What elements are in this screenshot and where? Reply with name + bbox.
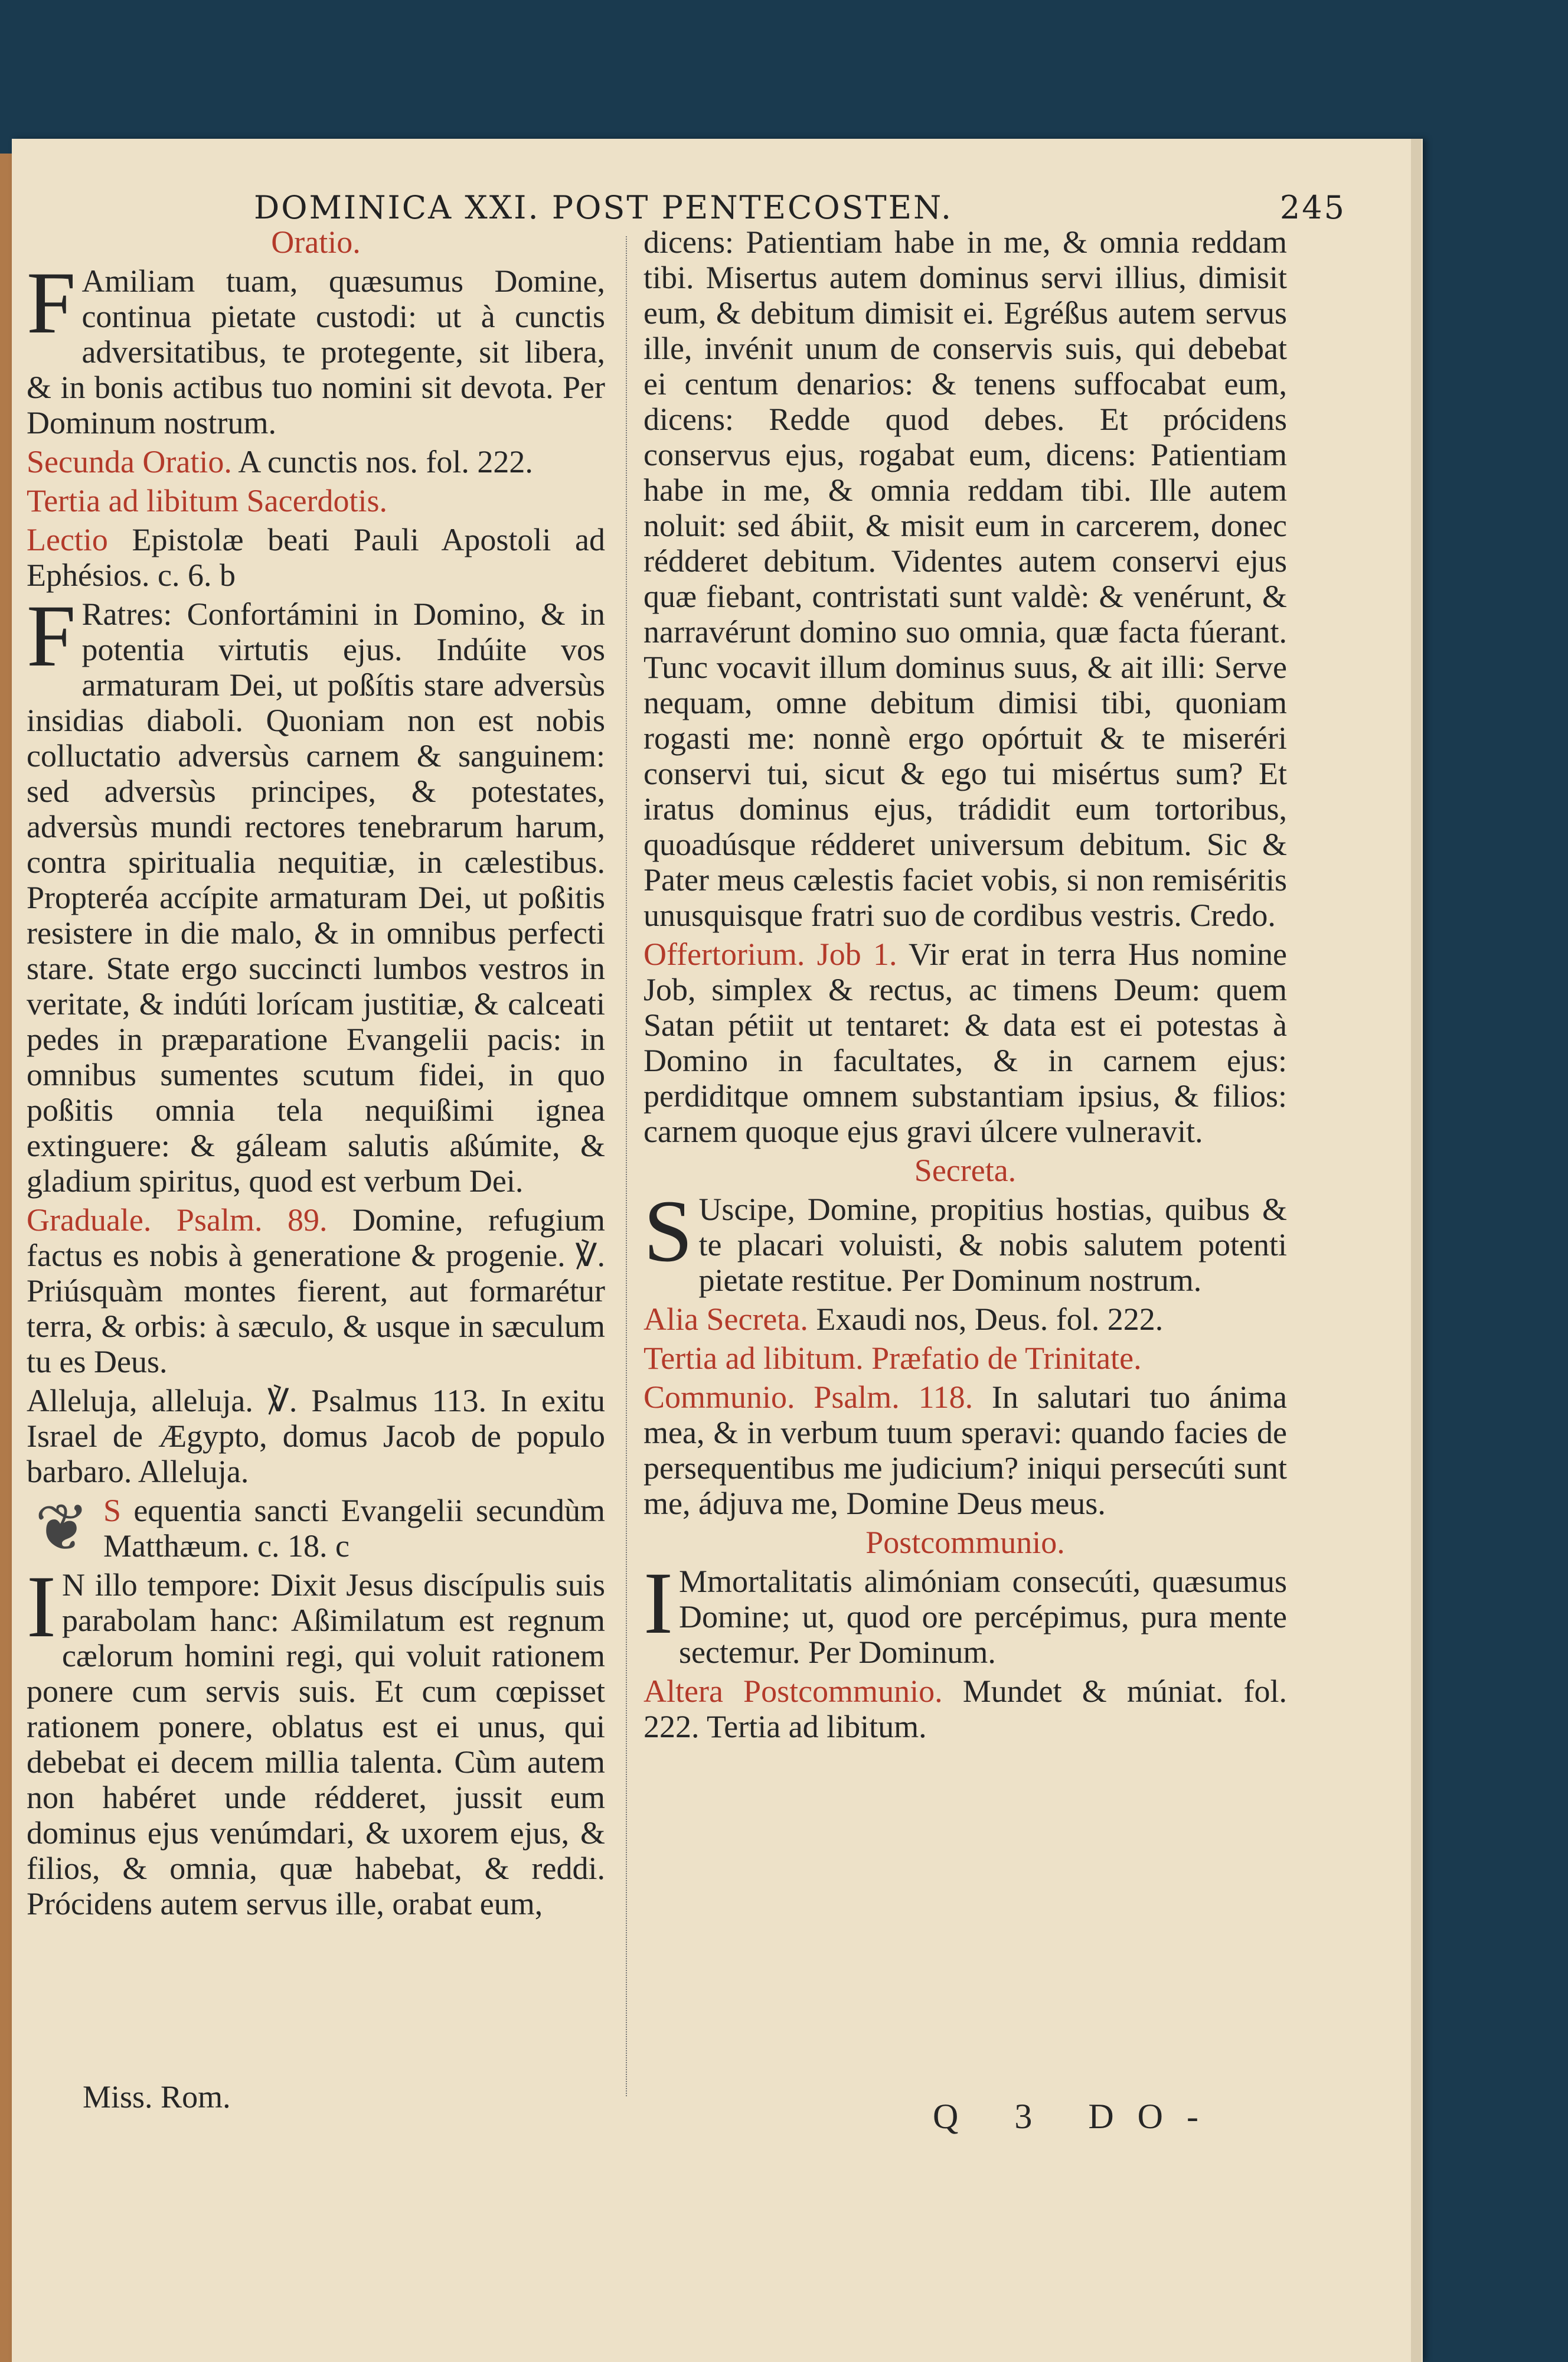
text-paragraph: [643, 937, 1287, 1149]
page-edge: [1411, 139, 1422, 2362]
body-text: In salutari tuo ánima mea, & in verbum tuum speravi: quando facies de persequentibus me judicium? iniqui persecúti sunt me, ádjuva me, Domine Deus meus.: [643, 1379, 1288, 1521]
header-title: DOMINICA XXI. POST PENTECOSTEN.: [254, 189, 953, 226]
drop-cap: F: [27, 254, 76, 352]
rubric-label: Tertia ad libitum. Præfatio de Trinitate.: [643, 1340, 1142, 1376]
text-paragraph: [27, 444, 605, 479]
text-paragraph: [27, 587, 605, 1199]
text-paragraph: [27, 1202, 605, 1379]
floral-ornament-icon: [27, 1493, 97, 1564]
body-text: N illo tempore: Dixit Jesus discípulis suis parabolam hanc: Aßimilatum est regnum cælorum homini regi, qui voluit rationem ponere cum servis suis. Et cum cœpisset rationem ponere, oblatus est ei unus, qui debebat ei decem millia talenta. Cùm autem non habéret unde rédderet, jussit eum dominus ejus venúmdari, & uxorem ejus, & filios, & omnia, quæ habebat, & reddi. Prócidens autem servus ille, orabat eum,: [27, 1567, 605, 1921]
rubric-label: Communio. Psalm. 118.: [643, 1379, 992, 1415]
text-paragraph: [27, 1493, 605, 1564]
rubric-label: Lectio: [27, 522, 132, 557]
text-paragraph: [643, 1340, 1287, 1376]
text-paragraph: [27, 483, 605, 518]
rubric-label: Tertia ad libitum Sacerdotis.: [27, 483, 388, 518]
drop-cap: I: [643, 1554, 673, 1652]
body-text: Alleluja, alleluja. ℣. Psalmus 113. In exitu Israel de Ægypto, domus Jacob de populo barbaro. Alleluja.: [27, 1383, 605, 1489]
text-paragraph: [643, 1182, 1287, 1298]
footer-signature: [933, 2096, 1222, 2137]
rubric-label: Secunda Oratio.: [27, 444, 239, 479]
footer-signature-left: Miss. Rom.: [83, 2079, 231, 2115]
text-paragraph: [27, 522, 605, 593]
running-header: [254, 189, 1358, 226]
signature-mark: Q 3: [933, 2097, 1056, 2136]
text-paragraph: [643, 224, 1287, 933]
text-paragraph: [27, 1558, 605, 1921]
rubric-label: Altera Postcommunio.: [643, 1673, 963, 1709]
ornament-glyph: ❦: [34, 1492, 90, 1564]
section-heading: [643, 1525, 1287, 1560]
body-text: Mundet & múniat. fol. 222. Tertia ad libitum.: [643, 1673, 1287, 1744]
rubric-label: S: [103, 1493, 134, 1528]
body-text: Amiliam tuam, quæsumus Domine, continua pietate custodi: ut à cunctis adversitatibus, te protegente, sit libera, & in bonis actibus tuo nomini sit devota. Per Dominum nostrum.: [27, 263, 605, 441]
heading-text: Oratio.: [271, 224, 361, 260]
body-text: Mmortalitatis alimóniam consecúti, quæsumus Domine; ut, quod ore percépimus, pura mente sectemur. Per Dominum.: [678, 1564, 1287, 1670]
body-text: dicens: Patientiam habe in me, & omnia reddam tibi. Misertus autem dominus servi illius, dimisit eum, & debitum dimisit ei. Egréßus autem servus ille, invénit unum de conservis suis, qui debebat ei centum denarios: & tenens suffocabat eum, dicens: Redde quod debes. Et prócidens conservus ejus, rogabat eum, dicens: Patientiam habe in me, & omnia reddam tibi. Ille autem noluit: sed ábiit, & misit eum in carcerem, donec rédderet debitum. Videntes autem conservi ejus quæ fiebant, contristati sunt valdè: & venérunt, & narravérunt domino suo omnia, quæ facta fúerant. Tunc vocavit illum dominus suus, & ait illi: Serve nequam, omne debitum dimisi tibi, quoniam rogasti me: nonnè ergo opórtuit & te miseréri conservi tui, sicut & ego tui misértus sum? Et iratus dominus ejus, trádidit eum tortoribus, quoadúsque rédderet universum debitum. Sic & Pater meus cælestis faciet vobis, si non remiséritis unusquisque fratri suo de cordibus vestris. Credo.: [643, 224, 1287, 933]
right-column: [643, 224, 1287, 1748]
text-paragraph: [643, 1379, 1287, 1521]
catchword: DO-: [1088, 2097, 1222, 2136]
heading-text: Secreta.: [914, 1153, 1017, 1188]
body-text: Exaudi nos, Deus. fol. 222.: [816, 1301, 1164, 1337]
rubric-label: Alia Secreta.: [643, 1301, 816, 1337]
body-text: equentia sancti Evangelii secundùm Matthæum. c. 18. c: [103, 1493, 605, 1564]
column-divider: [626, 236, 631, 2096]
left-column: [27, 224, 605, 1925]
body-text: Domine, refugium factus es nobis à generatione & progenie. ℣. Priúsquàm montes fierent, aut formarétur terra, & orbis: à sæculo, & usque in sæculum tu es Deus.: [27, 1202, 605, 1379]
drop-cap: S: [643, 1182, 693, 1280]
rubric-label: Graduale. Psalm. 89.: [27, 1202, 353, 1238]
text-paragraph: [643, 1554, 1287, 1670]
section-heading: [643, 1153, 1287, 1188]
text-paragraph: [643, 1301, 1287, 1337]
body-text: A cunctis nos. fol. 222.: [238, 444, 533, 479]
page-number: 245: [1279, 189, 1346, 226]
drop-cap: I: [27, 1558, 56, 1656]
body-text: Ratres: Confortámini in Domino, & in potentia virtutis ejus. Indúite vos armaturam Dei, ut poßítis stare adversùs insidias diaboli. Quoniam non est nobis colluctatio adversùs carnem & sanguinem: sed adversùs principes, & potestates, adversùs mundi rectores tenebrarum harum, contra spiritualia nequitiæ, in cælestibus. Propteréa accípite armaturam Dei, ut poßitis resistere in die malo, & in omnibus perfecti stare. State ergo succincti lumbos vestros in veritate, & indúti lorícam justitiæ, & calceati pedes in præparatione Evangelii pacis: in omnibus sumentes scutum fidei, in quo poßitis omnia tela nequißimi ignea extinguere: & gáleam salutis aßúmite, & gladium spiritus, quod est verbum Dei.: [27, 596, 605, 1199]
rubric-label: Offertorium. Job 1.: [643, 937, 909, 972]
body-text: Uscipe, Domine, propitius hostias, quibus & te placari voluisti, & nobis salutem potenti pietate restitue. Per Dominum nostrum.: [698, 1192, 1287, 1298]
text-paragraph: [27, 1383, 605, 1489]
section-heading: [27, 224, 605, 260]
drop-cap: F: [27, 587, 76, 685]
text-paragraph: [27, 254, 605, 441]
body-text: Epistolæ beati Pauli Apostoli ad Ephésios. c. 6. b: [27, 522, 605, 593]
text-paragraph: [643, 1673, 1287, 1744]
heading-text: Postcommunio.: [865, 1525, 1065, 1560]
body-text: Vir erat in terra Hus nomine Job, simplex & rectus, ac timens Deum: quem Satan pétiit ut tentaret: & data est ei potestas à Domino in facultates, & in carnem ejus: perdiditque omnem substantiam ipsius, & filios: carnem quoque ejus gravi úlcere vulneravit.: [643, 937, 1288, 1149]
